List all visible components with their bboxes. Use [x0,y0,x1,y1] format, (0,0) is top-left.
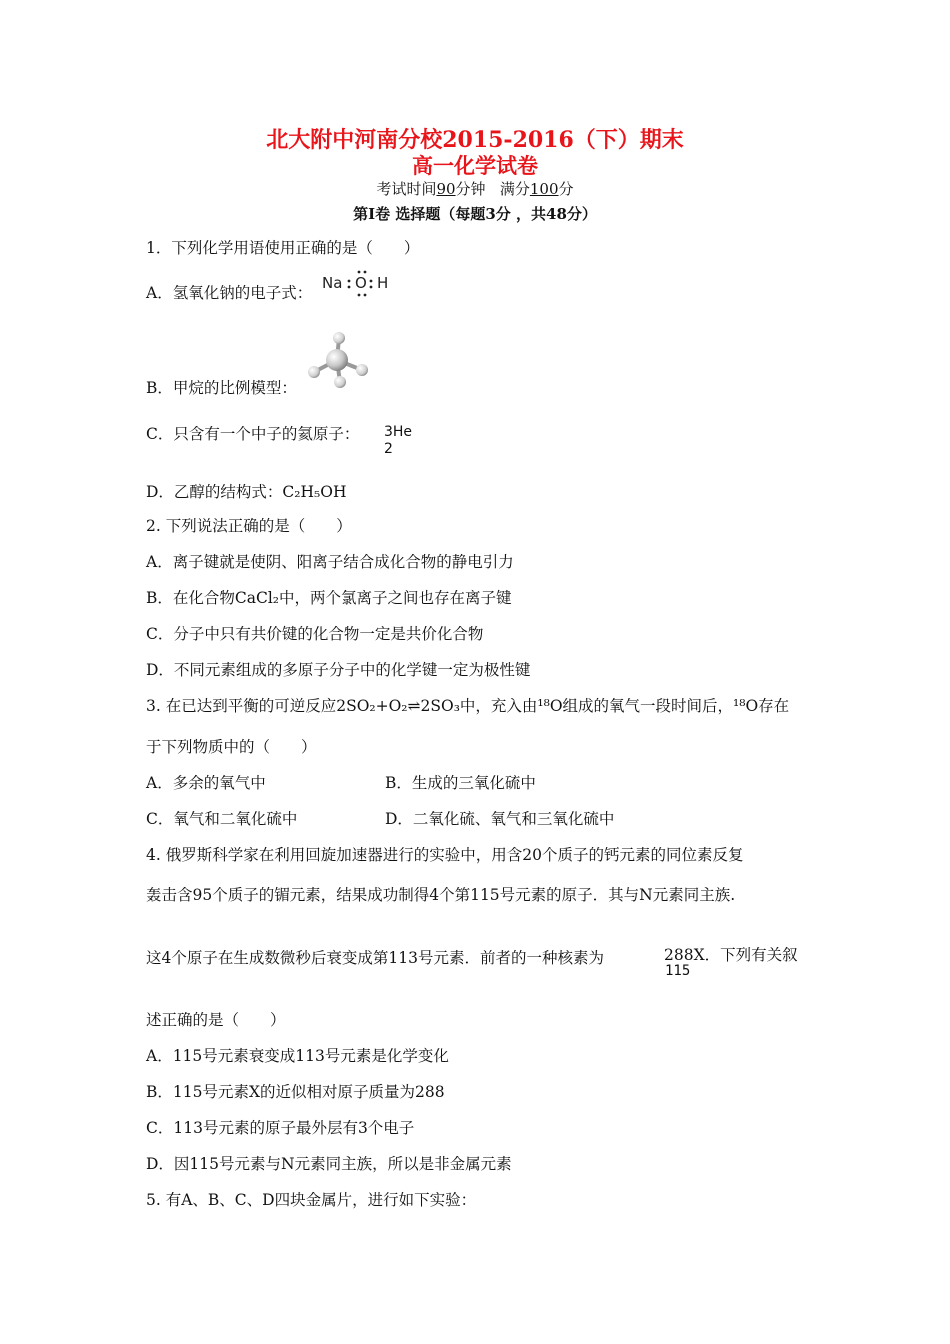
exam-meta: 考试时间90分钟 满分100分 [376,180,574,198]
q1-option-c: C．只含有一个中子的氦原子： [146,425,360,443]
q1-stem: 1．下列化学用语使用正确的是（ ） [146,239,420,257]
q2-option-d: D．不同元素组成的多原子分子中的化学键一定为极性键 [146,661,531,679]
q3-option-d: D．二氧化硫、氧气和三氧化硫中 [385,810,615,828]
q4-stem-line3: 这4个原子在生成数微秒后衰变成第113号元素．前者的一种核素为 [146,949,604,967]
q2-stem: 2. 下列说法正确的是（ ） [146,517,352,535]
exam-title-line1: 北大附中河南分校2015-2016（下）期末 [266,127,684,153]
methane-model-graphic [304,330,368,390]
nuclide-mass-and-tail: 288X．下列有关叙 [664,946,798,964]
svg-text:O: O [355,274,367,292]
q4-option-a: A．115号元素衰变成113号元素是化学变化 [146,1047,449,1065]
q4-stem-line1: 4. 俄罗斯科学家在利用回旋加速器进行的实验中，用含20个质子的钙元素的同位素反复 [146,846,744,864]
full-score-value: 100 [529,180,559,198]
helium-nuclide [384,425,412,457]
q5-stem: 5. 有A、B、C、D四块金属片，进行如下实验： [146,1191,477,1209]
q4-option-d: D．因115号元素与N元素同主族，所以是非金属元素 [146,1155,512,1173]
q2-option-a: A．离子键就是使阴、阳离子结合成化合物的静电引力 [146,553,514,571]
electron-formula-graphic [322,268,394,298]
q3-stem-line1: 3. 在已达到平衡的可逆反应2SO₂+O₂⇌2SO₃中，充入由¹⁸O组成的氧气一段时间后，¹⁸O存在 [146,697,790,715]
exam-time-value: 90 [436,180,456,198]
q1-option-b: B．甲烷的比例模型： [146,379,297,397]
methane-model-image [304,330,368,390]
q3-stem-line2: 于下列物质中的（ ） [146,738,317,756]
q3-option-a: A．多余的氧气中 [146,774,266,792]
q4-option-b: B．115号元素X的近似相对原子质量为288 [146,1083,445,1101]
q4-stem-line4: 述正确的是（ ） [146,1011,286,1029]
element-115-nuclide [664,948,798,979]
q3-option-c: C．氧气和二氧化硫中 [146,810,298,828]
q2-option-c: C．分子中只有共价键的化合物一定是共价化合物 [146,625,484,643]
q1-option-a: A．氢氧化钠的电子式： [146,284,313,302]
q4-stem-line2: 轰击含95个质子的镅元素，结果成功制得4个第115号元素的原子．其与N元素同主族. [146,886,736,904]
exam-title-line2: 高一化学试卷 [412,153,538,178]
q1-option-d: D．乙醇的结构式：C₂H₅OH [146,483,347,501]
q3-option-b: B．生成的三氧化硫中 [385,774,536,792]
svg-text:Na: Na [322,274,343,292]
section-title: 第Ⅰ卷 选择题（每题3分 ，共48分） [353,205,597,223]
nuclide-atomic-number: 115 [665,963,691,979]
q4-option-c: C．113号元素的原子最外层有3个电子 [146,1119,415,1137]
helium-mass-number: 3He [384,424,413,440]
svg-text:H: H [377,274,389,292]
helium-atomic-number: 2 [384,441,393,457]
electron-formula [322,268,394,298]
q2-option-b: B．在化合物CaCl₂中，两个氯离子之间也存在离子键 [146,589,512,607]
